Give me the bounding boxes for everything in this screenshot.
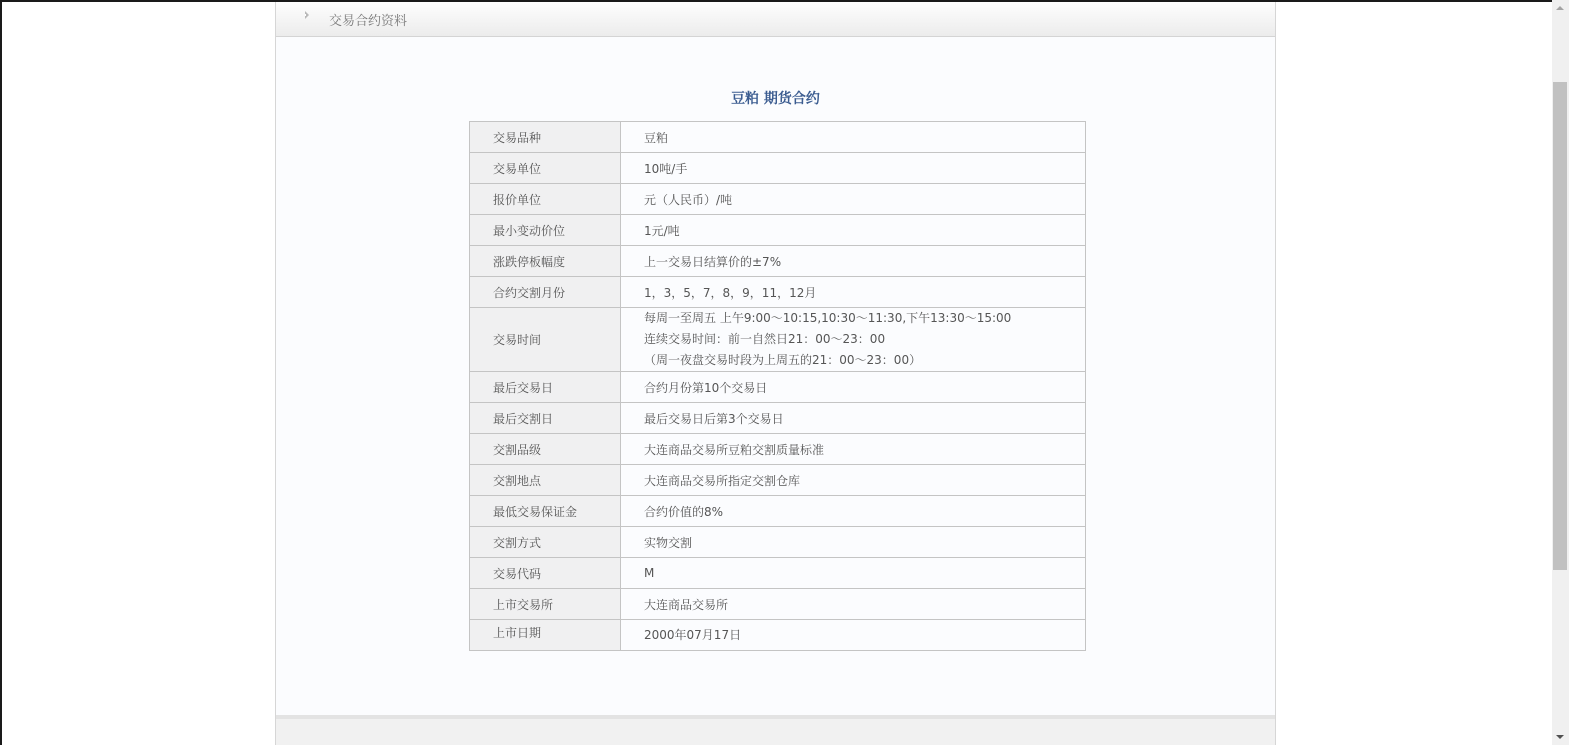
row-value: 1元/吨 [621,215,1086,246]
table-row [470,465,1086,496]
page-title: 豆粕 期货合约 [731,91,820,107]
vertical-scrollbar[interactable] [1552,0,1569,745]
table-row [470,620,1086,651]
row-label: 上市日期 [470,620,621,651]
table-row [470,558,1086,589]
row-label: 报价单位 [470,184,621,215]
row-value: 大连商品交易所 [621,589,1086,620]
row-label: 最小变动价位 [470,215,621,246]
window-left-border [0,0,2,745]
row-value: 合约价值的8% [621,496,1086,527]
row-value: 上一交易日结算价的±7% [621,246,1086,277]
table-row [470,527,1086,558]
panel-footer [276,715,1275,745]
table-row [470,308,1086,372]
table-row [470,277,1086,308]
row-value: 合约月份第10个交易日 [621,372,1086,403]
row-value: 1，3，5，7，8，9，11，12月 [621,277,1086,308]
table-row [470,434,1086,465]
row-value: M [621,558,1086,589]
contract-spec-table [469,121,1086,651]
trading-hours-line: 每周一至周五 上午9:00～10:15,10:30～11:30,下午13:30～15:00 [644,311,1012,325]
breadcrumb: 交易合约资料 [329,14,408,29]
row-value: 2000年07月17日 [621,620,1086,651]
row-value: 最后交易日后第3个交易日 [621,403,1086,434]
trading-hours-line: 连续交易时间：前一自然日21：00～23：00 [644,332,886,346]
triangle-right-icon [305,11,309,19]
row-value: 元（人民币）/吨 [621,184,1086,215]
table-row [470,403,1086,434]
table-row [470,372,1086,403]
row-value: 豆粕 [621,122,1086,153]
row-label: 交割地点 [470,465,621,496]
row-label: 最低交易保证金 [470,496,621,527]
row-value: 大连商品交易所豆粕交割质量标准 [621,434,1086,465]
contract-panel [275,2,1276,745]
row-label: 交割方式 [470,527,621,558]
table-row [470,153,1086,184]
arrow-down-icon[interactable] [1556,735,1564,739]
table-row [470,589,1086,620]
scrollbar-thumb[interactable] [1553,82,1567,570]
row-label: 交割品级 [470,434,621,465]
row-label: 涨跌停板幅度 [470,246,621,277]
row-label: 最后交易日 [470,372,621,403]
row-value: 大连商品交易所指定交割仓库 [621,465,1086,496]
panel-header [276,2,1275,37]
row-label: 交易品种 [470,122,621,153]
row-value: 10吨/手 [621,153,1086,184]
table-row [470,122,1086,153]
arrow-up-icon[interactable] [1556,6,1564,10]
row-label: 最后交割日 [470,403,621,434]
table-row [470,184,1086,215]
row-label: 交易代码 [470,558,621,589]
trading-hours-line: （周一夜盘交易时段为上周五的21：00～23：00） [644,353,922,367]
row-value [621,308,1086,372]
table-row [470,246,1086,277]
table-row [470,215,1086,246]
row-label: 交易时间 [470,308,621,372]
table-row [470,496,1086,527]
row-label: 交易单位 [470,153,621,184]
row-value: 实物交割 [621,527,1086,558]
row-label: 上市交易所 [470,589,621,620]
row-label: 合约交割月份 [470,277,621,308]
